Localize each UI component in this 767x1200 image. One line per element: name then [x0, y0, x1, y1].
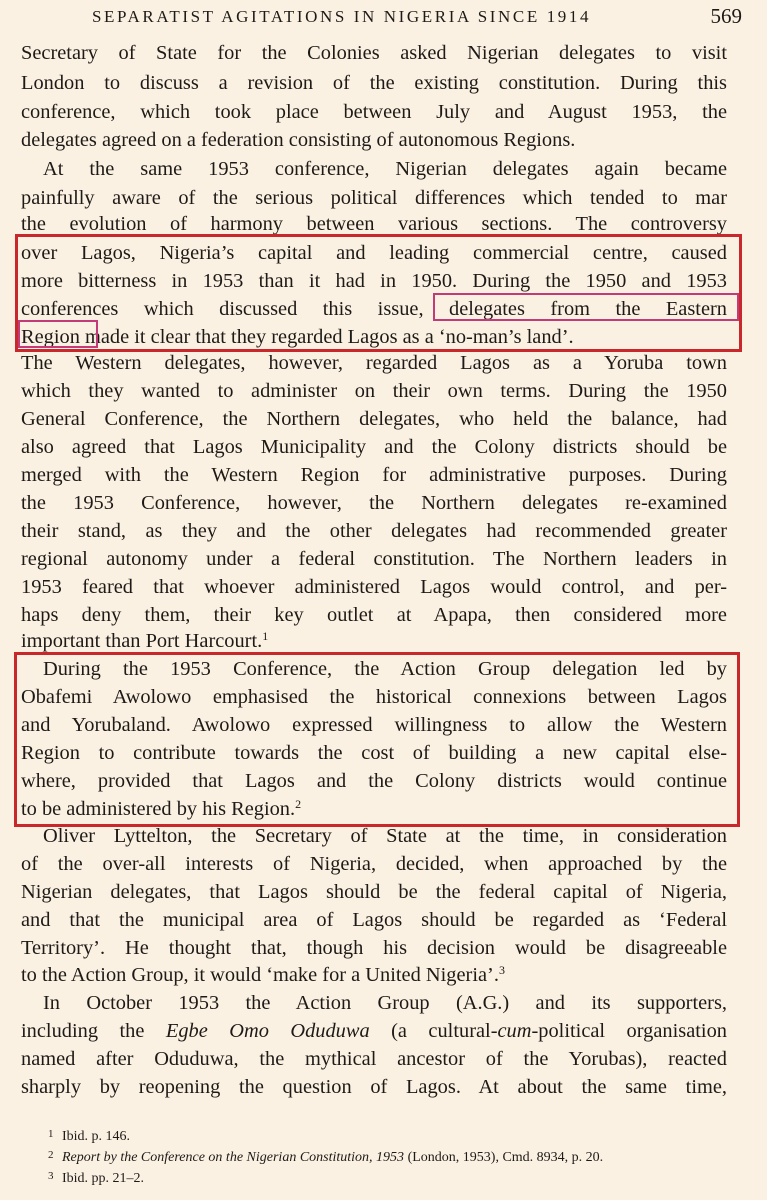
body-text: important than Port Harcourt.: [21, 630, 263, 652]
body-line: Region to contribute towards the cost of building a new capital else-: [21, 742, 727, 764]
highlight-box-inner: [433, 293, 739, 321]
body-line: Secretary of State for the Colonies asked Nigerian delegates to visit: [21, 42, 727, 64]
body-line: [21, 1018, 727, 1044]
body-line: and Yorubaland. Awolowo expressed willingness to allow the Western: [21, 714, 727, 736]
body-line: of the over-all interests of Nigeria, decided, when approached by the: [21, 853, 727, 875]
body-line: Nigerian delegates, that Lagos should be the federal capital of Nigeria,: [21, 881, 727, 903]
footnote-ref: 1: [262, 629, 269, 643]
footnote-text: Ibid. p. 146.: [62, 1129, 131, 1144]
body-line: more bitterness in 1953 than it had in 1950. During the 1950 and 1953: [21, 270, 727, 292]
body-text: -political organisation: [531, 1020, 727, 1042]
footnote: [48, 1124, 738, 1144]
footnote-ref: 3: [498, 963, 505, 977]
body-line: [21, 628, 727, 654]
footnote-mark: 1: [48, 1128, 54, 1140]
body-line: Region made it clear that they regarded Lagos as a ‘no-man’s land’.: [21, 326, 574, 348]
body-line: over Lagos, Nigeria’s capital and leading commercial centre, caused: [21, 242, 727, 264]
body-line: In October 1953 the Action Group (A.G.) and its supporters,: [43, 992, 727, 1014]
italic-term: cum: [497, 1020, 532, 1042]
body-line: During the 1953 Conference, the Action Group delegation led by: [43, 658, 727, 680]
footnote: [48, 1166, 738, 1186]
body-line: merged with the Western Region for administrative purposes. During: [21, 464, 727, 486]
footnote-text: Ibid. pp. 21–2.: [62, 1171, 145, 1186]
body-line: the 1953 Conference, however, the Northern delegates re-examined: [21, 492, 727, 514]
italic-term: Egbe Omo Oduduwa: [165, 1020, 370, 1042]
highlight-box: [14, 652, 740, 827]
page-number: 569: [710, 4, 742, 28]
body-text: (a cultural-: [369, 1020, 498, 1042]
body-line: painfully aware of the serious political differences which tended to mar: [21, 187, 727, 209]
body-line: London to discuss a revision of the existing constitution. During this: [21, 72, 727, 94]
footnote: [48, 1145, 738, 1165]
body-line: conference, which took place between July and August 1953, the: [21, 101, 727, 123]
body-line: 1953 feared that whoever administered Lagos would control, and per-: [21, 576, 727, 598]
body-line: and that the municipal area of Lagos should be regarded as ‘Federal: [21, 909, 727, 931]
body-text: to be administered by his Region.: [21, 798, 296, 820]
body-line: their stand, as they and the other delegates had recommended greater: [21, 520, 727, 542]
body-text: including the: [21, 1020, 166, 1042]
body-line: sharply by reopening the question of Lagos. At about the same time,: [21, 1076, 727, 1098]
body-line: Territory’. He thought that, though his decision would be disagreeable: [21, 937, 727, 959]
body-line: haps deny them, their key outlet at Apapa, then considered more: [21, 604, 727, 626]
footnote-mark: 3: [48, 1170, 54, 1182]
body-line: conferences which discussed this issue, delegates from the Eastern: [21, 298, 727, 320]
body-line: regional autonomy under a federal constitution. The Northern leaders in: [21, 548, 727, 570]
body-text: to the Action Group, it would ‘make for a United Nigeria’.: [21, 964, 499, 986]
body-line: At the same 1953 conference, Nigerian delegates again became: [43, 158, 727, 180]
footnote-ref: 2: [295, 797, 302, 811]
footnote-mark: 2: [48, 1149, 54, 1161]
page-header: [92, 4, 742, 32]
body-line: also agreed that Lagos Municipality and the Colony districts should be: [21, 436, 727, 458]
body-line: Obafemi Awolowo emphasised the historical connexions between Lagos: [21, 686, 727, 708]
body-line: General Conference, the Northern delegates, who held the balance, had: [21, 408, 727, 430]
body-line: Oliver Lyttelton, the Secretary of State at the time, in consideration: [43, 825, 727, 847]
footnote-text: (London, 1953), Cmd. 8934, p. 20.: [404, 1150, 604, 1165]
body-line: the evolution of harmony between various sections. The controversy: [21, 213, 727, 235]
body-line: The Western delegates, however, regarded Lagos as a Yoruba town: [21, 352, 727, 374]
highlight-box-inner: [18, 320, 98, 348]
footnote-title: Report by the Conference on the Nigerian Constitution, 1953: [62, 1150, 405, 1165]
body-line: which they wanted to administer on their own terms. During the 1950: [21, 380, 727, 402]
body-line: [21, 962, 727, 988]
body-line: delegates agreed on a federation consisting of autonomous Regions.: [21, 129, 576, 151]
running-title: SEPARATIST AGITATIONS IN NIGERIA SINCE 1914: [92, 7, 592, 26]
body-line: named after Oduduwa, the mythical ancestor of the Yorubas), reacted: [21, 1048, 727, 1070]
body-line: where, provided that Lagos and the Colony districts would continue: [21, 770, 727, 792]
